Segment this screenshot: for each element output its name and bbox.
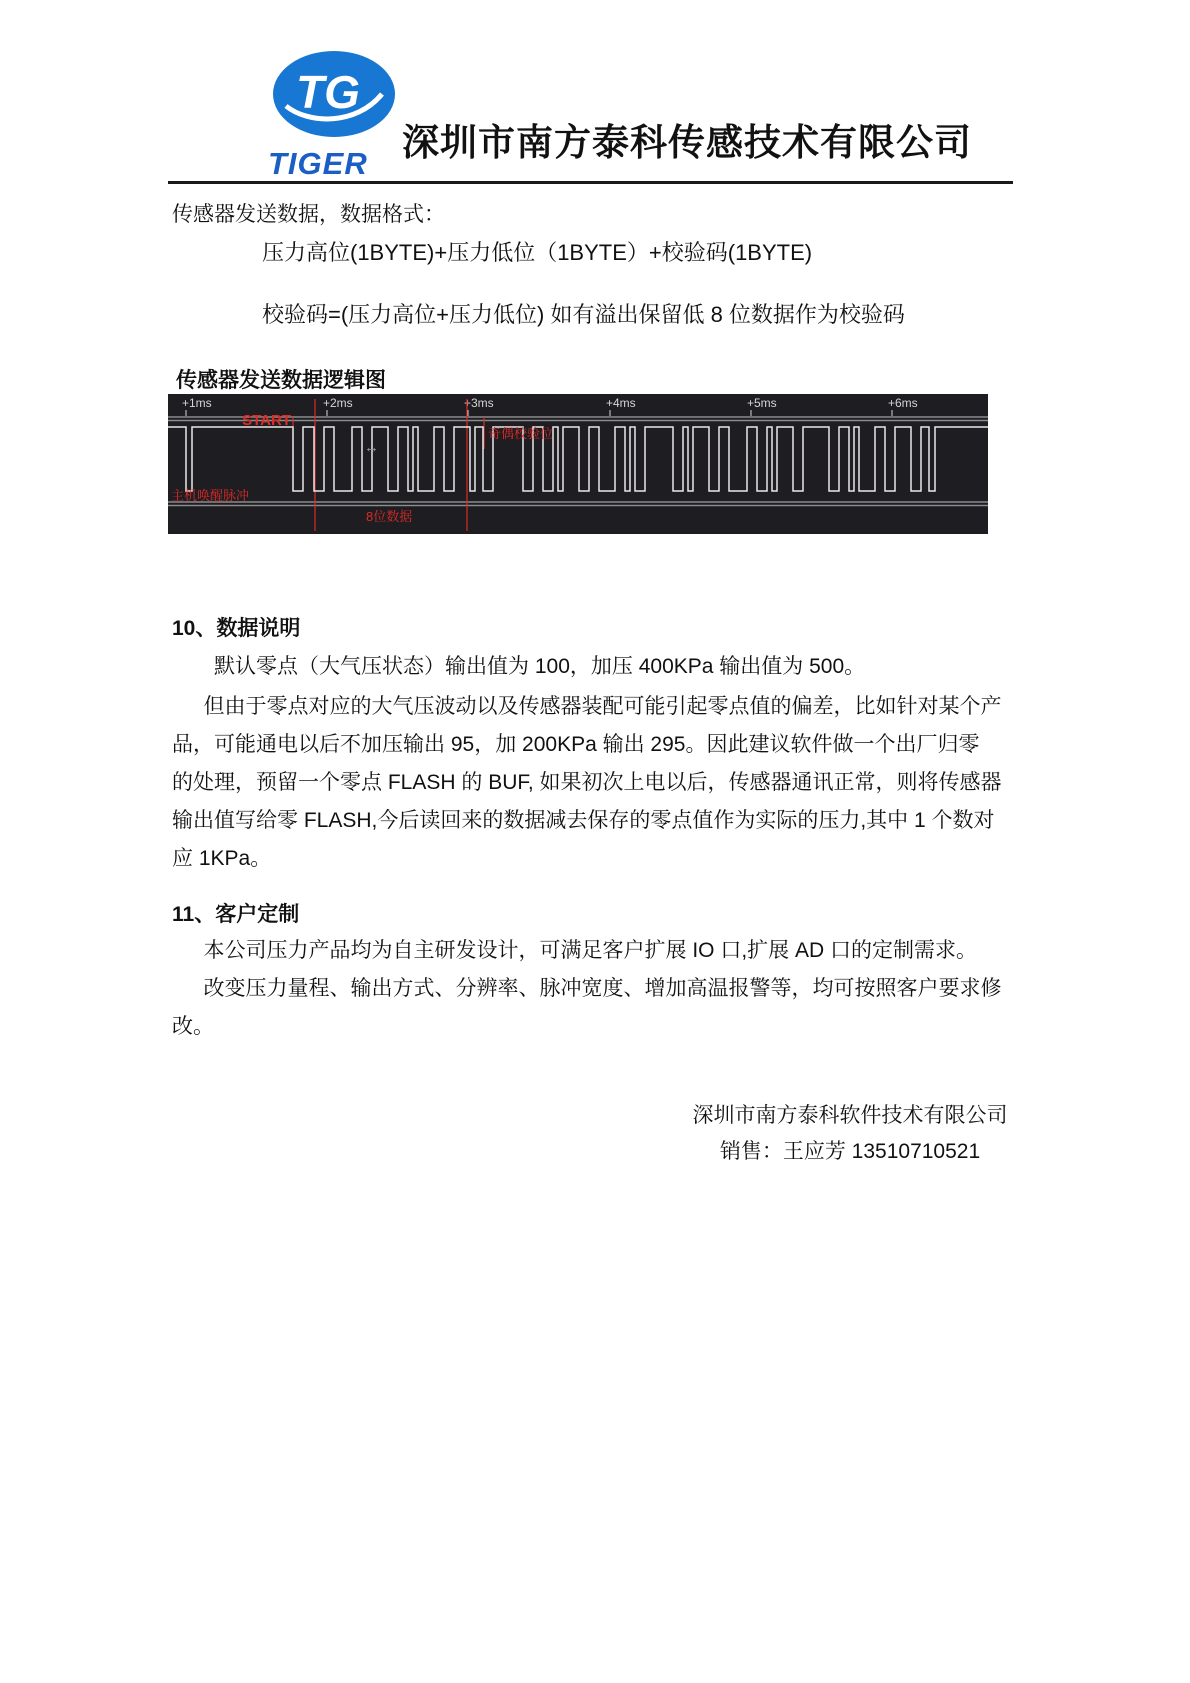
time-label: +5ms <box>747 396 777 410</box>
intro-line-2: 压力高位(1BYTE)+压力低位（1BYTE）+校验码(1BYTE) <box>262 240 813 265</box>
time-label: +6ms <box>888 396 918 410</box>
intro-line-1: 传感器发送数据，数据格式： <box>172 203 445 226</box>
time-label: +1ms <box>182 396 212 410</box>
text-line: 输出值写给零 FLASH,今后读回来的数据减去保存的零点值作为实际的压力,其中 1 个数对 <box>172 809 995 832</box>
text-line: 的处理，预留一个零点 FLASH 的 BUF, 如果初次上电以后，传感器通讯正常，则将传感器 <box>172 771 1002 794</box>
logo-wordmark: TIGER <box>268 146 368 181</box>
wake-pulse-label: 主机唤醒脉冲 <box>171 488 250 503</box>
text-line: 本公司压力产品均为自主研发设计，可满足客户扩展 IO 口,扩展 AD 口的定制需求。 <box>203 939 978 962</box>
start-label: START <box>242 412 291 429</box>
parity-label: 奇偶校验位 <box>488 426 554 441</box>
text-line: 改。 <box>172 1015 214 1038</box>
width-arrow-icon: ↔ <box>364 439 379 456</box>
section-10-paragraph-2 <box>172 688 1032 878</box>
footer-company: 深圳市南方泰科软件技术有限公司 <box>692 1104 1008 1127</box>
section-10-heading: 10、数据说明 <box>172 617 301 640</box>
section-10-paragraph-1: 默认零点（大气压状态）输出值为 100，加压 400KPa 输出值为 500。 <box>214 655 866 678</box>
intro-line-3: 校验码=(压力高位+压力低位) 如有溢出保留低 8 位数据作为校验码 <box>262 302 905 327</box>
text-line: 但由于零点对应的大气压波动以及传感器装配可能引起零点值的偏差，比如针对某个产 <box>203 695 1002 718</box>
panel-background <box>168 394 988 534</box>
waveform-panel <box>168 394 988 534</box>
text-line: 改变压力量程、输出方式、分辨率、脉冲宽度、增加高温报警等，均可按照客户要求修 <box>203 977 1002 1000</box>
time-label: +2ms <box>323 396 353 410</box>
text-line: 应 1KPa。 <box>172 847 272 870</box>
data-8bit-label: 8位数据 <box>366 509 413 524</box>
tiger-logo <box>272 50 396 138</box>
diagram-title: 传感器发送数据逻辑图 <box>176 369 386 392</box>
section-11-body <box>172 932 1032 1046</box>
text-line: 品，可能通电以后不加压输出 95，加 200KPa 输出 295。因此建议软件做一个出厂归零 <box>172 733 980 756</box>
time-label: +3ms <box>464 396 494 410</box>
time-label: +4ms <box>606 396 636 410</box>
company-title: 深圳市南方泰科传感技术有限公司 <box>402 122 972 163</box>
section-11-heading: 11、客户定制 <box>172 903 300 926</box>
footer-contact: 销售：王应芳 13510710521 <box>719 1140 981 1163</box>
header-rule <box>168 181 1013 184</box>
waveform-svg <box>168 394 988 534</box>
footer <box>650 1098 1050 1170</box>
logo-tg-text: TG <box>296 66 360 118</box>
